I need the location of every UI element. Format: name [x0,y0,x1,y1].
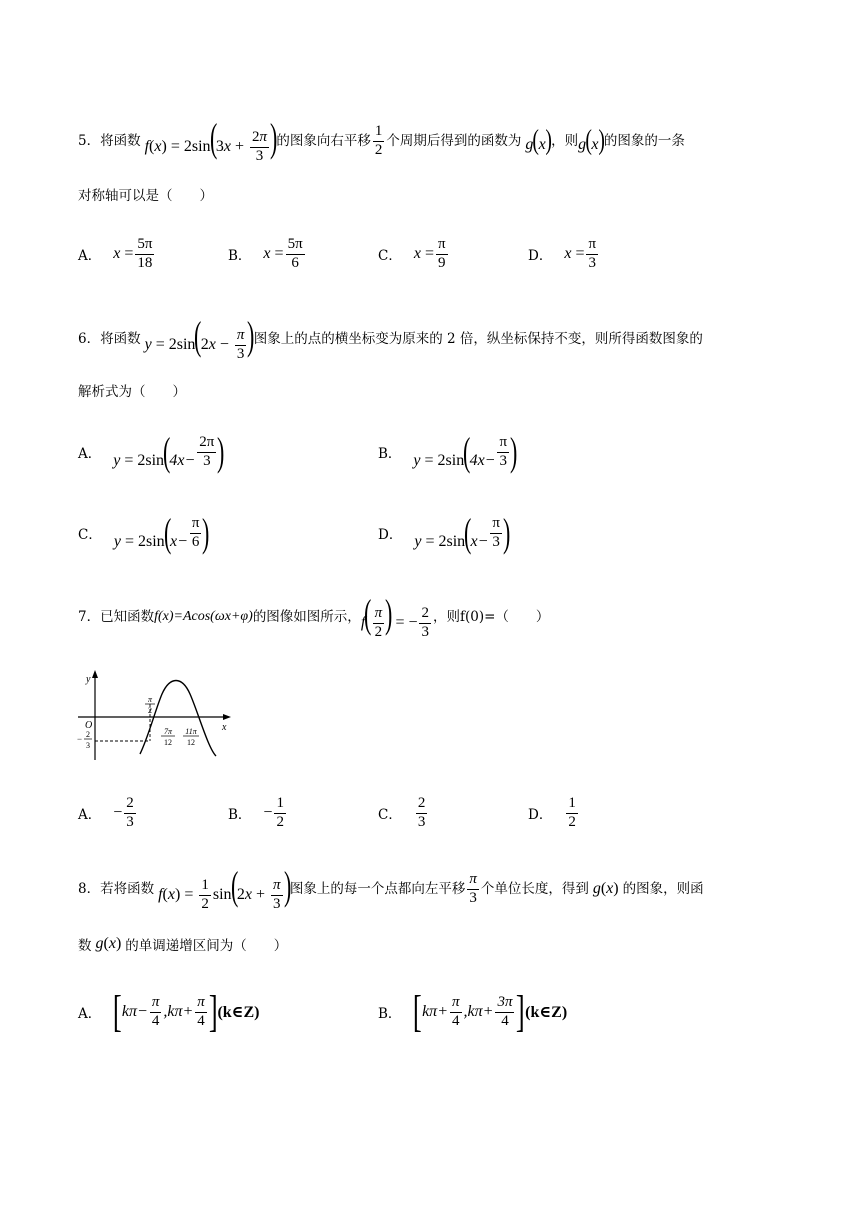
curve [140,681,216,757]
question-text: 图象上的点的横坐标变为原来的 2 倍，纵坐标保持不变，则所得函数图象的 [253,330,703,347]
option-label: D． [528,807,553,824]
option-label: B． [228,248,252,265]
question-text: 若将函数 [100,880,155,897]
question-8 [78,863,704,913]
svg-text:−: − [77,734,83,744]
option-label: C． [378,248,402,265]
formula-f: f(x) = $\frac{1}{2}$ sin(2x + $\frac{\pi}{3}$ ) [154,863,291,912]
option-label: A． [78,248,102,265]
question-8-line2: 数 g(x) 的单调递增区间为（ ） [78,935,288,954]
question-number: 7． [78,608,101,625]
question-text: 的图象的一条 [603,132,685,149]
option-b[interactable]: B． [ kπ+ $\frac{\pi}{4}$ ,kπ+ $\frac{3\pi}{4}$ ] (k∈Z) [378,987,568,1036]
question-text: 将函数 [100,132,141,149]
option-label: B． [378,446,402,462]
option-c[interactable]: C． $\frac{2}{3}$ [378,795,426,830]
question-text: ，则 [432,608,460,625]
tick-left-num: 2 [86,730,90,739]
fraction-half: $\frac{1}{2}$ [374,123,383,158]
formula-g: g(x) [592,880,623,898]
option-label: A． [78,446,102,462]
option-c[interactable]: C． y = 2sin(x− $\frac{\pi}{6}$ ) [78,510,210,555]
option-fraction: $\frac{5\pi}{18}$ [137,236,153,271]
option-label: C． [78,527,102,543]
option-label: D． [378,527,403,543]
question-number: 6． [78,330,101,347]
question-number: 8． [78,880,101,897]
question-text: 的图像如图所示， [252,608,361,625]
formula-g: g(x) [578,125,605,157]
option-b[interactable]: B． y = 2sin(4x− $\frac{\pi}{3}$ ) [378,429,518,474]
option-a[interactable]: A． y = 2sin(4x− $\frac{2\pi}{3}$ ) [78,429,225,474]
origin-label: O [85,720,93,731]
question-text: 的图象，则函 [622,880,704,897]
question-7 [78,591,550,641]
tick-a-num: 7π [163,727,173,736]
question-text: ，则 [551,132,579,149]
option-label: C． [378,807,402,824]
question-text: 个单位长度，得到 [480,880,589,897]
option-label: B． [228,807,252,824]
question-text: 的图象向右平移 [276,132,371,149]
x-axis-arrow [223,714,231,720]
formula-condition: f( $\frac{\pi}{2}$ ) = − $\frac{2}{3}$ [360,591,429,640]
question-number: 5． [78,132,101,149]
question-text: 图象上的每一个点都向左平移 [289,880,466,897]
question-5-line2: 对称轴可以是（ ） [78,188,213,204]
cosine-graph [70,668,240,764]
question-6-line2: 解析式为（ ） [78,384,186,400]
option-a[interactable]: A． [ kπ− $\frac{\pi}{4}$ ,kπ+ $\frac{\pi}{4}$ ] (k∈Z) [78,987,260,1036]
option-fraction: $\frac{\pi}{9}$ [437,236,446,271]
formula-f: f(x) = 2sin(3x + $\frac{2\pi}{3}$ ) [140,115,278,164]
option-d[interactable]: D． $\frac{1}{2}$ [528,795,576,830]
tick-top-num: π [147,695,153,704]
tick-left-den: 3 [86,741,90,750]
tick-a-den: 12 [164,738,172,747]
question-text: 已知函数 [100,608,155,625]
option-label: A． [78,1006,102,1022]
option-a[interactable]: A． − $\frac{2}{3}$ [78,795,134,830]
x-label: x [222,722,227,733]
option-b[interactable]: B． x = $\frac{5\pi}{6}$ [228,236,303,271]
option-label: B． [378,1006,402,1022]
option-label: D． [528,248,553,265]
y-axis-arrow [92,670,98,678]
option-c[interactable]: C． x = $\frac{\pi}{9}$ [378,236,446,271]
option-a[interactable]: A． x = $\frac{5\pi}{18}$ [78,236,153,271]
question-text: 个周期后得到的函数为 [386,132,522,149]
option-fraction: $\frac{5\pi}{6}$ [287,236,303,271]
formula-g: g(x) [525,125,552,157]
question-5 [78,115,685,165]
option-b[interactable]: B． − $\frac{1}{2}$ [228,795,284,830]
y-label: y [86,674,91,685]
question-text: 将函数 [100,330,141,347]
option-label: A． [78,807,102,824]
formula-f: f(x)=Acos(ωx+φ) [154,609,253,625]
formula-y: y = 2sin(2x − $\frac{\pi}{3}$ ) [140,313,255,362]
shift-fraction: $\frac{\pi}{3}$ [469,871,477,906]
tick-top-den: 2 [148,706,152,715]
tick-b-den: 12 [187,738,195,747]
tick-b-num: 11π [185,727,197,736]
question-tail: f(0)=（ ） [459,608,550,625]
question-6 [78,313,703,363]
option-d[interactable]: D． x = $\frac{\pi}{3}$ [528,236,597,271]
option-d[interactable]: D． y = 2sin(x− $\frac{\pi}{3}$ ) [378,510,511,555]
option-fraction: $\frac{\pi}{3}$ [588,236,597,271]
